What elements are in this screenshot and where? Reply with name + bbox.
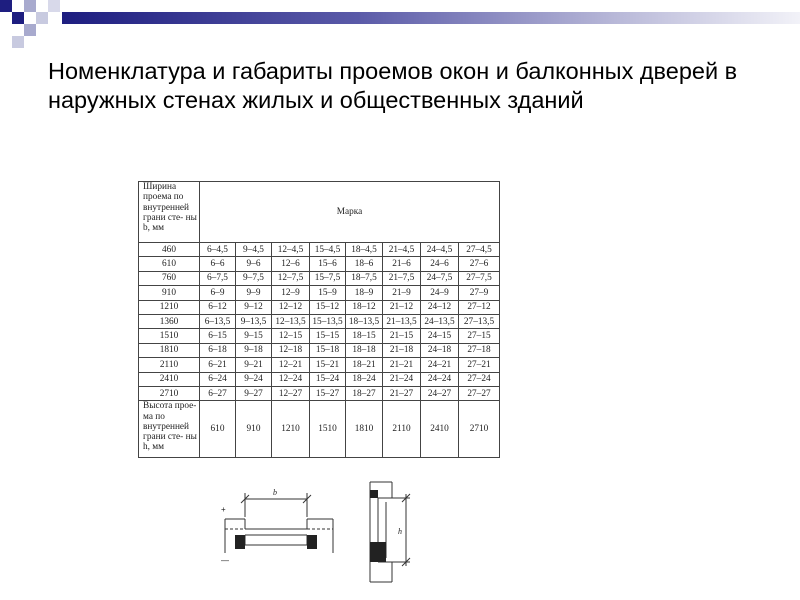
mark-cell: 15–6 bbox=[310, 257, 346, 271]
height-cell: 1210 bbox=[272, 401, 310, 458]
mark-cell: 24–13,5 bbox=[421, 314, 459, 328]
deco-square-4 bbox=[24, 24, 36, 36]
mark-cell: 6–27 bbox=[200, 386, 236, 400]
width-cell: 2410 bbox=[139, 372, 200, 386]
mark-cell: 27–13,5 bbox=[459, 314, 500, 328]
width-column-header: Ширина проема по внутренней грани сте- ны b, мм bbox=[139, 182, 200, 243]
mark-cell: 21–13,5 bbox=[383, 314, 421, 328]
mark-cell: 9–24 bbox=[236, 372, 272, 386]
mark-cell: 21–27 bbox=[383, 386, 421, 400]
mark-cell: 6–18 bbox=[200, 343, 236, 357]
mark-cell: 12–6 bbox=[272, 257, 310, 271]
mark-cell: 27–15 bbox=[459, 329, 500, 343]
mark-cell: 15–4,5 bbox=[310, 243, 346, 257]
mark-cell: 6–21 bbox=[200, 358, 236, 372]
mark-cell: 24–6 bbox=[421, 257, 459, 271]
page-title: Номенклатура и габариты проемов окон и балконных дверей в наружных стенах жилых и общественных зданий bbox=[48, 58, 738, 113]
mark-cell: 6–12 bbox=[200, 300, 236, 314]
width-cell: 1210 bbox=[139, 300, 200, 314]
mark-cell: 9–6 bbox=[236, 257, 272, 271]
mark-cell: 18–4,5 bbox=[346, 243, 383, 257]
mark-cell: 15–12 bbox=[310, 300, 346, 314]
table-row bbox=[139, 329, 500, 343]
mark-cell: 18–7,5 bbox=[346, 271, 383, 285]
mark-cell: 6–7,5 bbox=[200, 271, 236, 285]
mark-cell: 15–7,5 bbox=[310, 271, 346, 285]
header-decoration bbox=[0, 0, 800, 50]
mark-cell: 6–9 bbox=[200, 286, 236, 300]
width-cell: 2110 bbox=[139, 358, 200, 372]
width-cell: 460 bbox=[139, 243, 200, 257]
mark-cell: 24–12 bbox=[421, 300, 459, 314]
table-row bbox=[139, 343, 500, 357]
width-cell: 760 bbox=[139, 271, 200, 285]
table-row bbox=[139, 243, 500, 257]
mark-cell: 9–9 bbox=[236, 286, 272, 300]
width-cell: 1510 bbox=[139, 329, 200, 343]
mark-cell: 15–24 bbox=[310, 372, 346, 386]
table-row bbox=[139, 358, 500, 372]
mark-cell: 18–27 bbox=[346, 386, 383, 400]
mark-cell: 18–24 bbox=[346, 372, 383, 386]
mark-cell: 27–21 bbox=[459, 358, 500, 372]
mark-cell: 15–9 bbox=[310, 286, 346, 300]
mark-cell: 6–4,5 bbox=[200, 243, 236, 257]
mark-cell: 9–13,5 bbox=[236, 314, 272, 328]
width-cell: 2710 bbox=[139, 386, 200, 400]
mark-cell: 27–7,5 bbox=[459, 271, 500, 285]
opening-section-drawing bbox=[360, 478, 420, 588]
mark-cell: 24–7,5 bbox=[421, 271, 459, 285]
mark-cell: 9–21 bbox=[236, 358, 272, 372]
width-cell: 1360 bbox=[139, 314, 200, 328]
plan-plus-label: + bbox=[221, 505, 226, 514]
mark-cell: 9–7,5 bbox=[236, 271, 272, 285]
deco-square-6 bbox=[48, 0, 60, 12]
height-cell: 610 bbox=[200, 401, 236, 458]
mark-cell: 12–9 bbox=[272, 286, 310, 300]
deco-square-5 bbox=[36, 12, 48, 24]
mark-cell: 18–18 bbox=[346, 343, 383, 357]
table-row bbox=[139, 372, 500, 386]
mark-cell: 27–24 bbox=[459, 372, 500, 386]
plan-dimension-label: b bbox=[273, 488, 277, 497]
width-cell: 1810 bbox=[139, 343, 200, 357]
height-cell: 2710 bbox=[459, 401, 500, 458]
mark-cell: 12–12 bbox=[272, 300, 310, 314]
mark-cell: 18–15 bbox=[346, 329, 383, 343]
mark-cell: 12–15 bbox=[272, 329, 310, 343]
opening-plan-drawing bbox=[215, 483, 340, 568]
table-row bbox=[139, 271, 500, 285]
mark-cell: 12–4,5 bbox=[272, 243, 310, 257]
mark-cell: 21–24 bbox=[383, 372, 421, 386]
mark-cell: 18–6 bbox=[346, 257, 383, 271]
mark-cell: 27–6 bbox=[459, 257, 500, 271]
mark-cell: 21–4,5 bbox=[383, 243, 421, 257]
mark-cell: 21–12 bbox=[383, 300, 421, 314]
height-cell: 2410 bbox=[421, 401, 459, 458]
height-cell: 1510 bbox=[310, 401, 346, 458]
height-cell: 2110 bbox=[383, 401, 421, 458]
mark-cell: 12–18 bbox=[272, 343, 310, 357]
deco-square-2 bbox=[12, 12, 24, 24]
mark-cell: 27–27 bbox=[459, 386, 500, 400]
mark-cell: 15–15 bbox=[310, 329, 346, 343]
mark-cell: 24–27 bbox=[421, 386, 459, 400]
mark-cell: 27–9 bbox=[459, 286, 500, 300]
width-cell: 610 bbox=[139, 257, 200, 271]
table-row bbox=[139, 257, 500, 271]
mark-cell: 6–6 bbox=[200, 257, 236, 271]
mark-cell: 12–27 bbox=[272, 386, 310, 400]
deco-square-7 bbox=[12, 36, 24, 48]
mark-cell: 9–15 bbox=[236, 329, 272, 343]
mark-cell: 27–12 bbox=[459, 300, 500, 314]
mark-cell: 9–4,5 bbox=[236, 243, 272, 257]
mark-cell: 27–18 bbox=[459, 343, 500, 357]
mark-cell: 21–9 bbox=[383, 286, 421, 300]
width-cell: 910 bbox=[139, 286, 200, 300]
height-cell: 1810 bbox=[346, 401, 383, 458]
table-header-row bbox=[139, 182, 500, 243]
window-openings-table bbox=[138, 181, 500, 458]
mark-cell: 18–21 bbox=[346, 358, 383, 372]
deco-square-1 bbox=[0, 0, 12, 12]
mark-cell: 24–4,5 bbox=[421, 243, 459, 257]
mark-cell: 9–18 bbox=[236, 343, 272, 357]
mark-cell: 6–13,5 bbox=[200, 314, 236, 328]
height-row-header: Высота прое- ма по внутренней грани сте- ны h, мм bbox=[139, 401, 200, 458]
mark-cell: 24–9 bbox=[421, 286, 459, 300]
mark-cell: 27–4,5 bbox=[459, 243, 500, 257]
mark-cell: 18–9 bbox=[346, 286, 383, 300]
table-row bbox=[139, 300, 500, 314]
mark-cell: 6–15 bbox=[200, 329, 236, 343]
mark-column-header: Марка bbox=[200, 182, 500, 243]
deco-bar bbox=[62, 12, 800, 24]
plan-minus-label: — bbox=[221, 556, 229, 565]
mark-cell: 9–27 bbox=[236, 386, 272, 400]
mark-cell: 24–18 bbox=[421, 343, 459, 357]
height-cell: 910 bbox=[236, 401, 272, 458]
mark-cell: 15–27 bbox=[310, 386, 346, 400]
mark-cell: 12–7,5 bbox=[272, 271, 310, 285]
table-body bbox=[139, 243, 500, 401]
mark-cell: 18–13,5 bbox=[346, 314, 383, 328]
section-dimension-label: h bbox=[398, 527, 402, 536]
mark-cell: 18–12 bbox=[346, 300, 383, 314]
mark-cell: 15–18 bbox=[310, 343, 346, 357]
mark-cell: 12–21 bbox=[272, 358, 310, 372]
mark-cell: 24–21 bbox=[421, 358, 459, 372]
mark-cell: 12–24 bbox=[272, 372, 310, 386]
height-row bbox=[139, 401, 500, 458]
mark-cell: 21–7,5 bbox=[383, 271, 421, 285]
mark-cell: 15–21 bbox=[310, 358, 346, 372]
mark-cell: 12–13,5 bbox=[272, 314, 310, 328]
mark-cell: 21–6 bbox=[383, 257, 421, 271]
mark-cell: 21–18 bbox=[383, 343, 421, 357]
mark-cell: 21–21 bbox=[383, 358, 421, 372]
mark-cell: 9–12 bbox=[236, 300, 272, 314]
table-row bbox=[139, 314, 500, 328]
mark-cell: 21–15 bbox=[383, 329, 421, 343]
mark-cell: 24–15 bbox=[421, 329, 459, 343]
mark-cell: 15–13,5 bbox=[310, 314, 346, 328]
mark-cell: 6–24 bbox=[200, 372, 236, 386]
table-row bbox=[139, 286, 500, 300]
mark-cell: 24–24 bbox=[421, 372, 459, 386]
deco-square-3 bbox=[24, 0, 36, 12]
table-row bbox=[139, 386, 500, 400]
